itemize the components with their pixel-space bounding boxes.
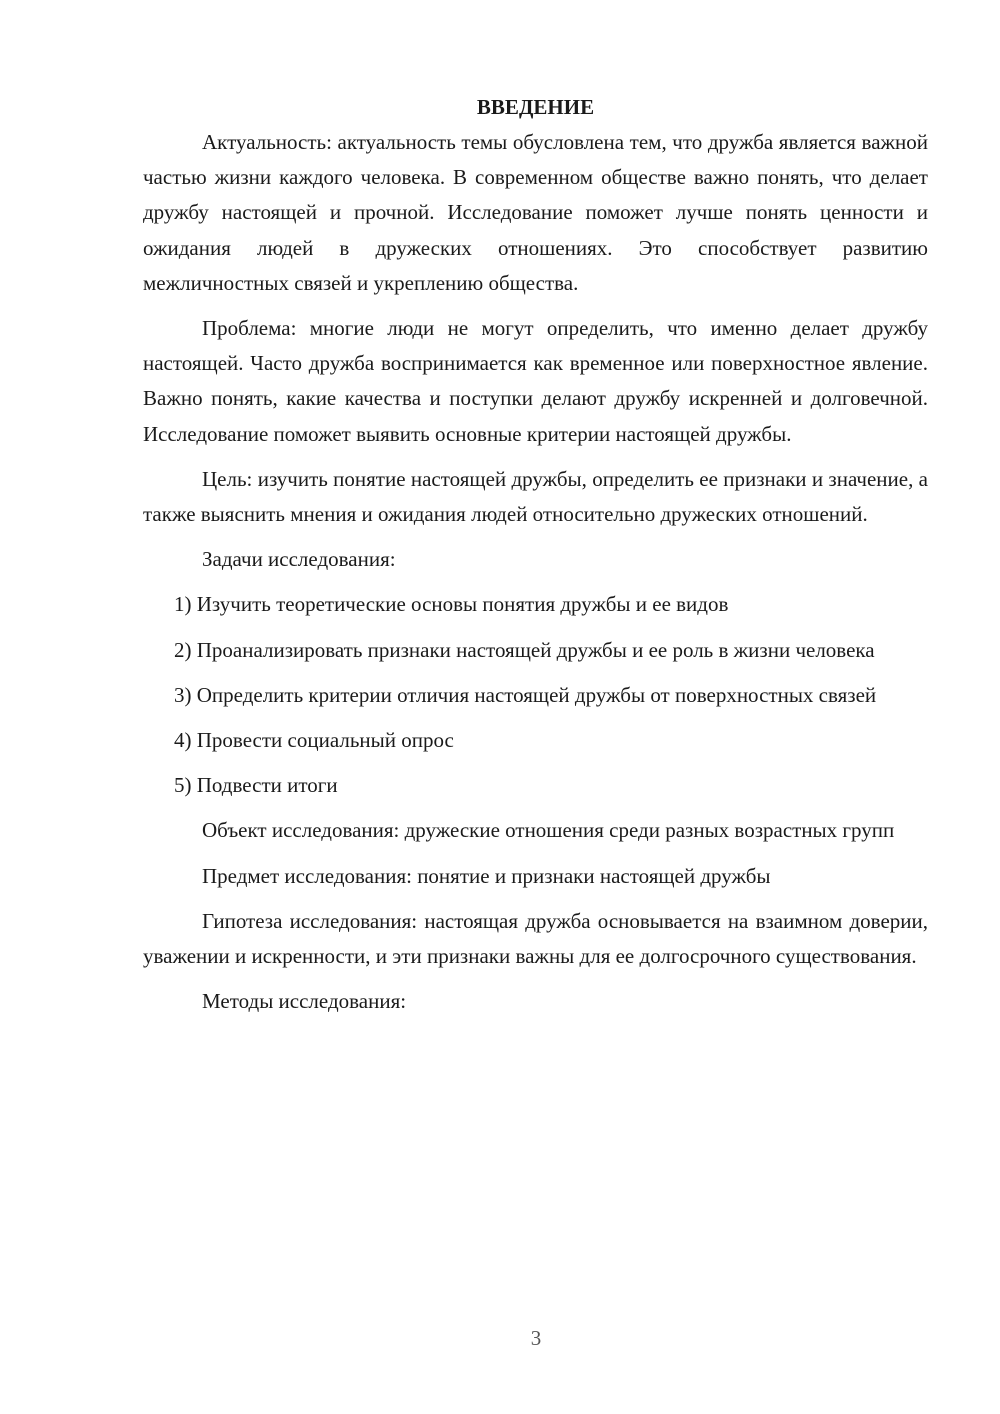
task-item: 2) Проанализировать признаки настоящей дружбы и ее роль в жизни человека xyxy=(174,637,875,662)
task-item: 3) Определить критерии отличия настоящей дружбы от поверхностных связей xyxy=(174,682,877,707)
tasks-heading: Задачи исследования: xyxy=(202,547,396,572)
goal-paragraph: Цель: изучить понятие настоящей дружбы, определить ее признаки и значение, а также выяснить мнения и ожидания людей относительно дружеских отношений. xyxy=(143,466,928,527)
task-item: 1) Изучить теоретические основы понятия дружбы и ее видов xyxy=(174,592,729,617)
object-paragraph: Объект исследования: дружеские отношения среди разных возрастных групп xyxy=(202,818,895,843)
problem-paragraph: Проблема: многие люди не могут определить, что именно делает дружбу настоящей. Часто дружба воспринимается как временное или поверхностное явление. Важно понять, какие качества и поступки делают дружбу искренней и долговечной. Исследование поможет выявить основные критерии настоящей дружбы. xyxy=(143,316,928,446)
methods-heading: Методы исследования: xyxy=(202,989,407,1014)
task-item: 5) Подвести итоги xyxy=(174,773,338,798)
relevance-paragraph: Актуальность: актуальность темы обусловлена тем, что дружба является важной частью жизни каждого человека. В современном обществе важно понять, что делает дружбу настоящей и прочной. Исследование поможет лучше понять ценности и ожидания людей в дружеских отношениях. Это способствует развитию межличностных связей и укреплению общества. xyxy=(143,130,928,295)
task-item: 4) Провести социальный опрос xyxy=(174,728,454,753)
document-title: ВВЕДЕНИЕ xyxy=(476,95,595,119)
subject-paragraph: Предмет исследования: понятие и признаки настоящей дружбы xyxy=(202,863,771,888)
hypothesis-paragraph: Гипотеза исследования: настоящая дружба основывается на взаимном доверии, уважении и искренности, и эти признаки важны для ее долгосрочного существования. xyxy=(143,908,928,969)
document-page xyxy=(143,90,928,1019)
page-number: 3 xyxy=(530,1326,542,1350)
